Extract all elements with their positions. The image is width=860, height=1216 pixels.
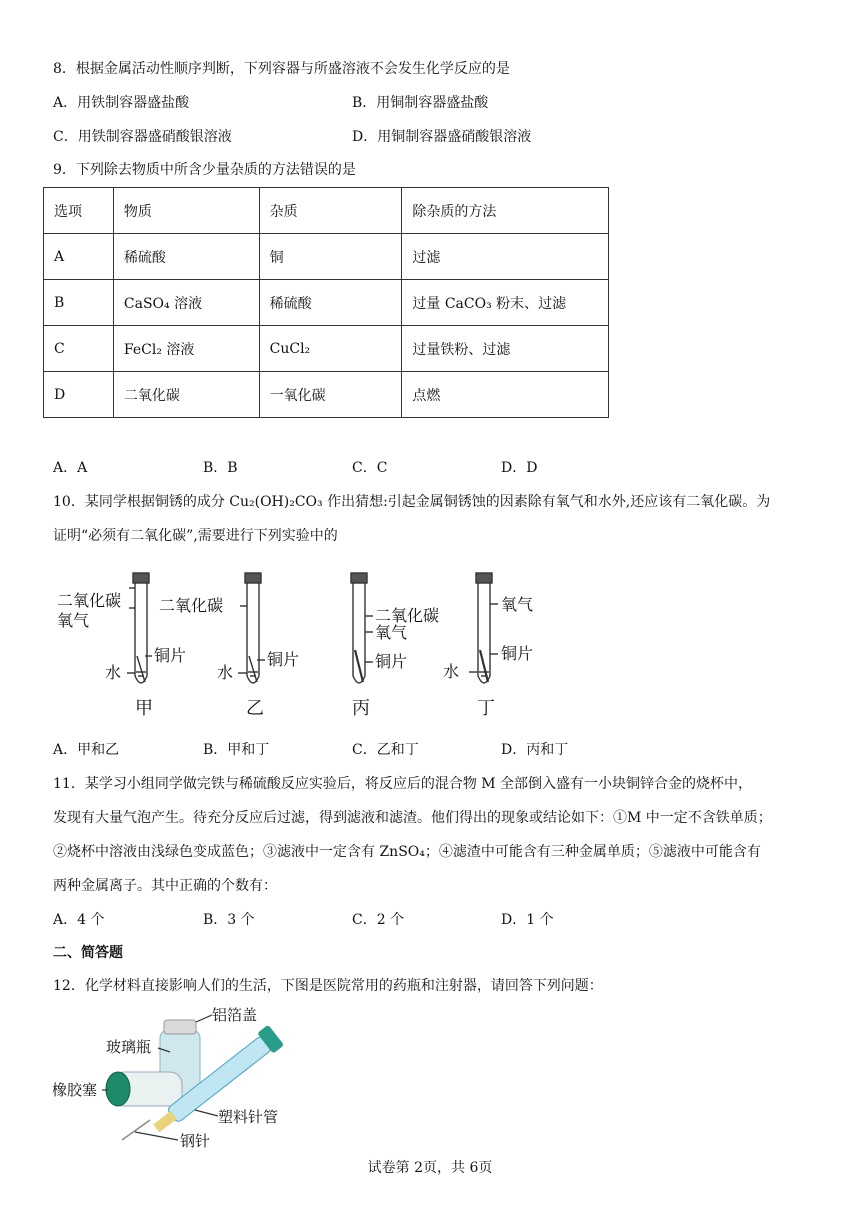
q10-option-a: A．甲和乙: [53, 742, 120, 758]
table-row: [44, 326, 609, 372]
table-header-cell: 除杂质的方法: [402, 188, 609, 234]
label-water: 水: [443, 662, 460, 681]
label-copper: 铜片: [375, 652, 408, 671]
q10-option-b: B．甲和丁: [203, 742, 270, 758]
table-cell: A: [44, 234, 114, 280]
label-copper: 铜片: [267, 650, 300, 669]
label-o2: 氧气: [501, 595, 534, 614]
q9-table: [43, 187, 609, 418]
table-cell: 点燃: [402, 372, 609, 418]
q12-stem: 12．化学材料直接影响人们的生活，下图是医院常用的药瓶和注射器，请回答下列问题：: [53, 978, 603, 994]
label-co2: 二氧化碳: [375, 606, 440, 625]
table-cell: B: [44, 280, 114, 326]
table-cell: 铜: [259, 234, 402, 280]
table-cell: CaSO₄ 溶液: [113, 280, 259, 326]
table-header-cell: 杂质: [259, 188, 402, 234]
test-tube-ding: [469, 573, 498, 683]
q11-line2: 发现有大量气泡产生。待充分反应后过滤，得到滤液和滤渣。他们得出的现象或结论如下：①M 中一定不含铁单质；: [53, 810, 772, 826]
q8-option-c: C．用铁制容器盛硝酸银溶液: [53, 129, 232, 145]
q9-option-a: A．A: [53, 460, 88, 476]
label-steel-needle: 钢针: [180, 1132, 211, 1150]
table-cell: 稀硫酸: [113, 234, 259, 280]
label-glass-bottle: 玻璃瓶: [106, 1038, 152, 1056]
table-cell: 二氧化碳: [113, 372, 259, 418]
table-cell: 一氧化碳: [259, 372, 402, 418]
caption-ding: 丁: [477, 698, 495, 719]
test-tube-yi: [238, 573, 265, 683]
label-water: 水: [105, 663, 122, 682]
table-row: [44, 234, 609, 280]
label-o2: 氧气: [375, 623, 408, 642]
caption-jia: 甲: [135, 698, 153, 719]
q11-option-d: D．1 个: [501, 912, 554, 928]
label-o2: 氧气: [57, 611, 90, 630]
q10-stem-line1: 10．某同学根据铜锈的成分 Cu₂(OH)₂CO₃ 作出猜想:引起金属铜锈蚀的因素除有氧气和水外,还应该有二氧化碳。为: [53, 494, 771, 510]
table-cell: CuCl₂: [259, 326, 402, 372]
table-row: [44, 280, 609, 326]
q9-stem: 9．下列除去物质中所含少量杂质的方法错误的是: [53, 162, 356, 178]
test-tube-jia: [127, 573, 152, 683]
label-rubber-stopper: 橡胶塞: [52, 1081, 98, 1099]
q9-option-d: D．D: [501, 460, 538, 476]
table-cell: 过量铁粉、过滤: [402, 326, 609, 372]
q10-stem-line2: 证明“必须有二氧化碳”,需要进行下列实验中的: [53, 528, 338, 544]
q12-syringe-figure: [50, 1000, 310, 1150]
table-cell: D: [44, 372, 114, 418]
q9-option-b: B．B: [203, 460, 238, 476]
table-cell: 过滤: [402, 234, 609, 280]
label-water: 水: [217, 663, 234, 682]
q9-option-c: C．C: [352, 460, 388, 476]
label-co2: 二氧化碳: [57, 591, 122, 610]
caption-bing: 丙: [352, 698, 370, 719]
q8-option-b: B．用铜制容器盛盐酸: [352, 95, 489, 111]
table-cell: C: [44, 326, 114, 372]
label-co2: 二氧化碳: [159, 596, 224, 615]
q11-option-b: B．3 个: [203, 912, 255, 928]
table-cell: 过量 CaCO₃ 粉末、过滤: [402, 280, 609, 326]
table-row: [44, 372, 609, 418]
page-footer: 试卷第 2页，共 6页: [367, 1160, 493, 1176]
table-cell: FeCl₂ 溶液: [113, 326, 259, 372]
table-cell: 稀硫酸: [259, 280, 402, 326]
table-header-cell: 选项: [44, 188, 114, 234]
label-copper: 铜片: [154, 646, 187, 665]
label-plastic-tube: 塑料针管: [218, 1108, 279, 1126]
q8-stem: 8．根据金属活动性顺序判断，下列容器与所盛溶液不会发生化学反应的是: [53, 61, 510, 77]
table-header-row: [44, 188, 609, 234]
q11-option-c: C．2 个: [352, 912, 405, 928]
q11-line3: ②烧杯中溶液由浅绿色变成蓝色；③滤液中一定含有 ZnSO₄；④滤渣中可能含有三种金属单质；⑤滤液中可能含有: [53, 844, 761, 860]
table-header-cell: 物质: [113, 188, 259, 234]
q11-option-a: A．4 个: [53, 912, 105, 928]
q11-line1: 11．某学习小组同学做完铁与稀硫酸反应实验后，将反应后的混合物 M 全部倒入盛有一小块铜锌合金的烧杯中，: [53, 776, 753, 792]
test-tube-bing: [351, 573, 373, 683]
q8-option-a: A．用铁制容器盛盐酸: [53, 95, 190, 111]
q10-option-d: D．丙和丁: [501, 742, 569, 758]
q11-line4: 两种金属离子。其中正确的个数有：: [53, 878, 277, 894]
caption-yi: 乙: [246, 698, 264, 719]
label-copper: 铜片: [501, 644, 534, 663]
label-aluminum-cap: 铝箔盖: [212, 1006, 258, 1024]
q8-option-d: D．用铜制容器盛硝酸银溶液: [352, 129, 532, 145]
section-heading: 二、简答题: [53, 945, 123, 961]
q10-option-c: C．乙和丁: [352, 742, 419, 758]
q10-test-tube-figure: [55, 568, 555, 720]
